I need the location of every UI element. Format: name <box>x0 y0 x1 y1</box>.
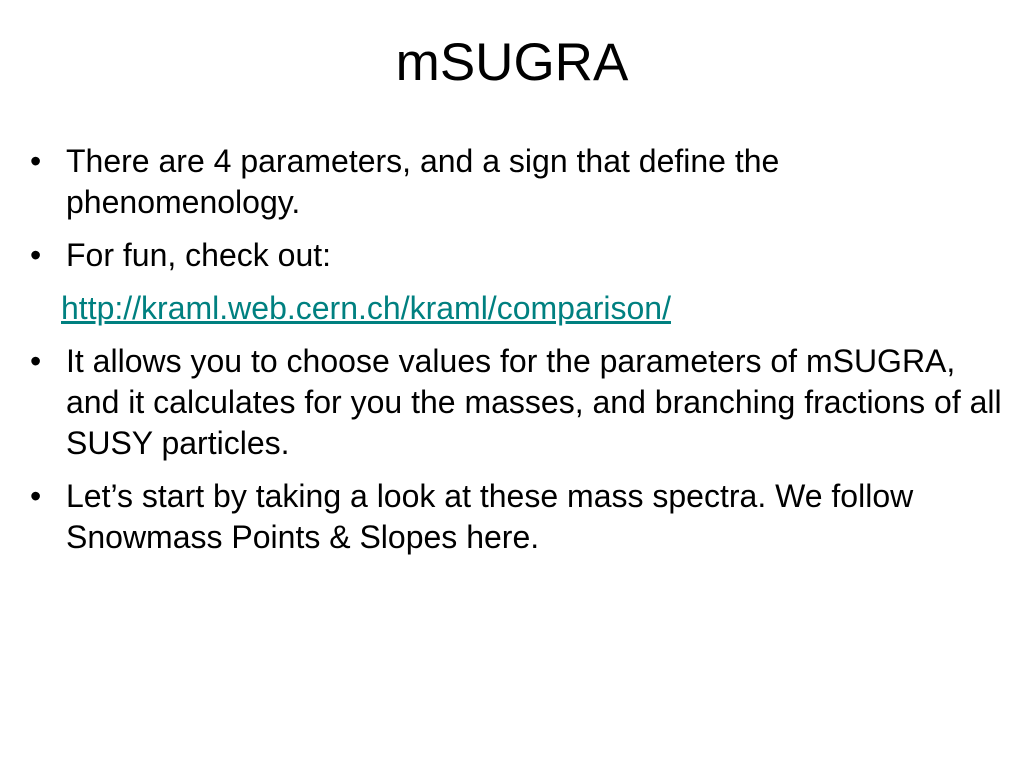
bullet-text: For fun, check out: <box>66 237 332 273</box>
link-line <box>30 288 1005 329</box>
bullet-item <box>30 341 1005 464</box>
bullet-marker: • <box>30 478 42 514</box>
bullet-text: Let’s start by taking a look at these mass spectra. We follow Snowmass Points & Slopes here. <box>66 478 914 555</box>
bullet-text: There are 4 parameters, and a sign that define the phenomenology. <box>66 143 780 220</box>
bullet-item <box>30 476 1005 558</box>
slide-title: mSUGRA <box>395 33 629 92</box>
bullet-marker: • <box>30 143 42 179</box>
bullet-item <box>30 141 1005 223</box>
bullet-marker: • <box>30 237 42 273</box>
bullet-text: It allows you to choose values for the parameters of mSUGRA, and it calculates for you the masses, and branching fractions of all SUSY particles. <box>66 343 1002 461</box>
bullet-marker: • <box>30 343 42 379</box>
bullet-list <box>30 141 1005 570</box>
bullet-item <box>30 235 1005 276</box>
comparison-link[interactable]: http://kraml.web.cern.ch/kraml/comparison/ <box>61 290 671 326</box>
